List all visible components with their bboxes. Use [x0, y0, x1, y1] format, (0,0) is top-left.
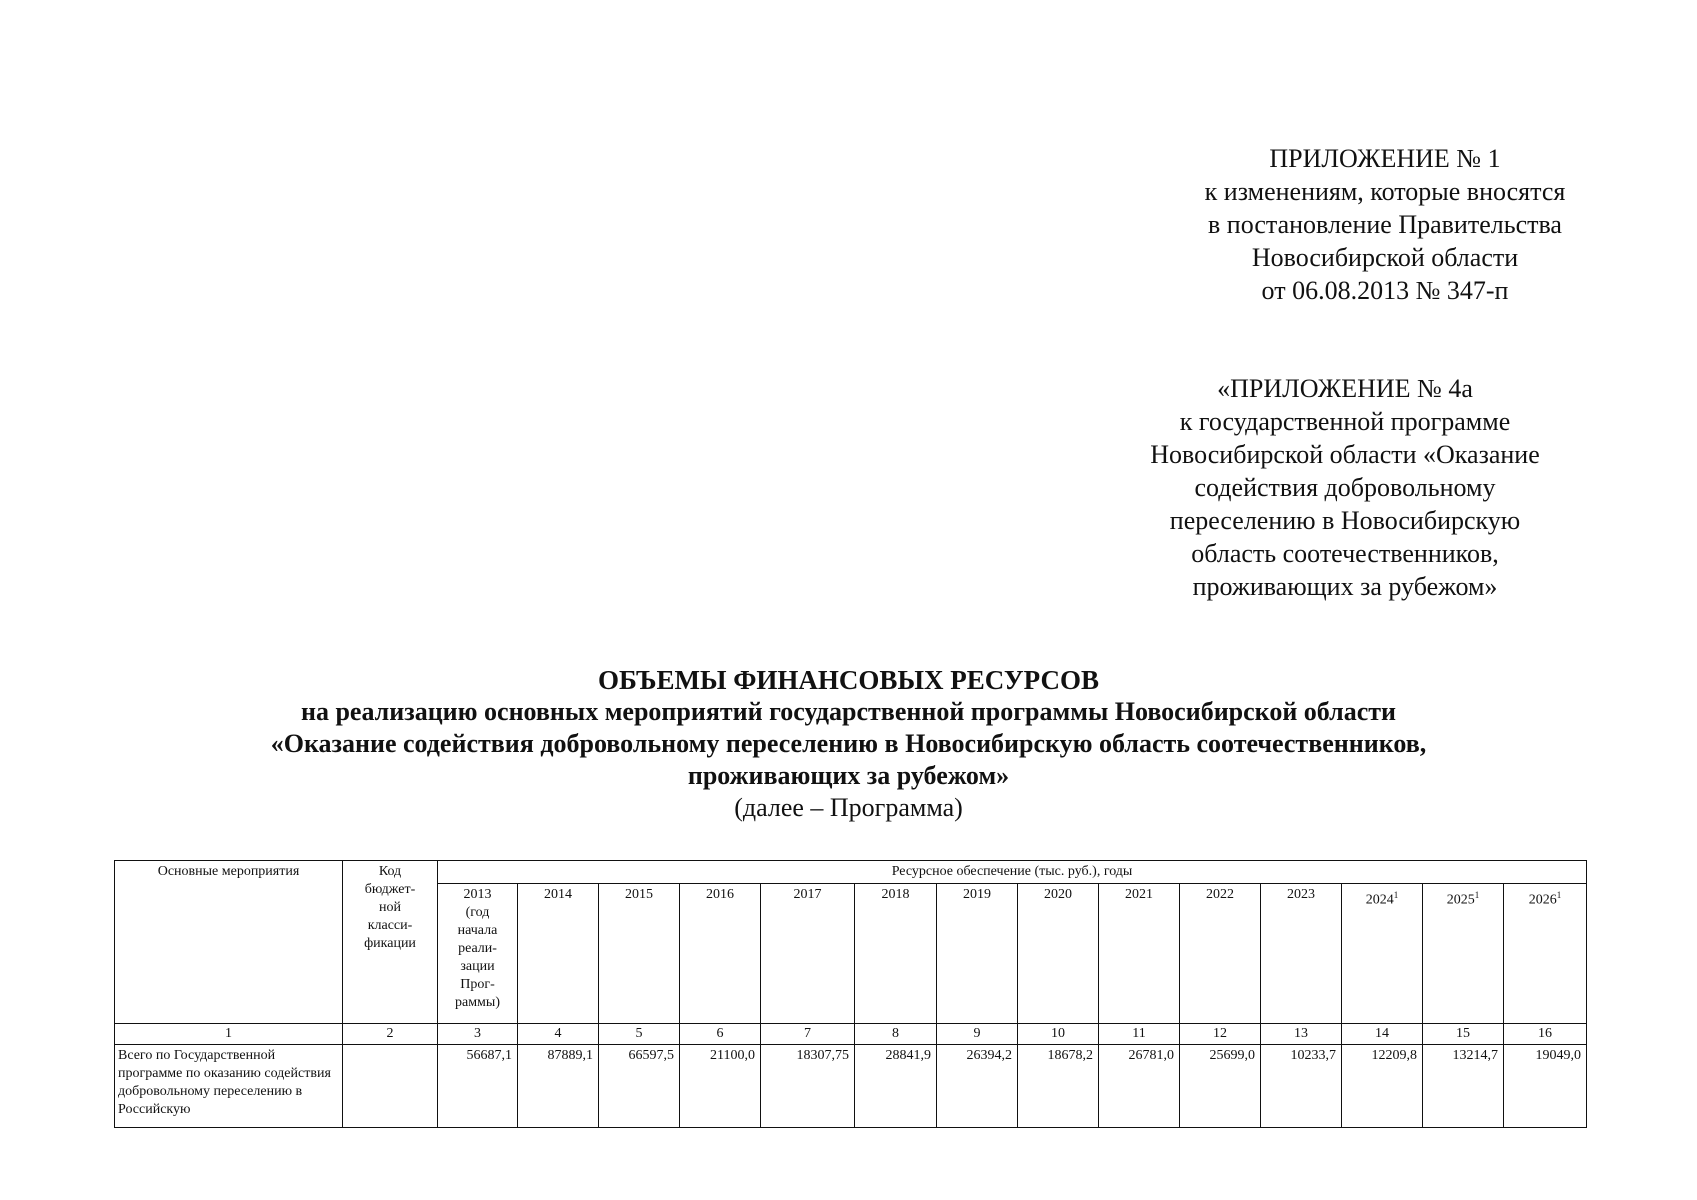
year-header: 2021: [1099, 884, 1180, 1024]
year-header: 2020: [1018, 884, 1099, 1024]
index-cell: 7: [761, 1024, 855, 1045]
year-label: 2025: [1446, 892, 1475, 908]
index-cell: 6: [680, 1024, 761, 1045]
title-line-4: проживающих за рубежом»: [687, 761, 1010, 790]
footnote-mark: 1: [1393, 890, 1399, 900]
title-line-2: на реализацию основных мероприятий государственной программы Новосибирской области: [300, 697, 1397, 726]
annex-4a-line: переселению в Новосибирскую: [1169, 506, 1521, 535]
title-line-5: (далее – Программа): [734, 793, 963, 822]
year-2013-label: 2013 (год начала реали-зации Прог-раммы): [454, 887, 500, 1010]
header-resources: Ресурсное обеспечение (тыс. руб.), годы: [438, 861, 1587, 884]
value-cell: 21100,0: [680, 1045, 761, 1128]
index-cell: 15: [1423, 1024, 1504, 1045]
year-header: 2019: [937, 884, 1018, 1024]
year-header: 2018: [855, 884, 937, 1024]
value-cell: 26394,2: [937, 1045, 1018, 1128]
annex-1-header: [1185, 142, 1585, 307]
index-cell: 3: [438, 1024, 518, 1045]
financial-resources-table: [114, 860, 1587, 1128]
value-cell: 18307,75: [761, 1045, 855, 1128]
index-cell: 16: [1504, 1024, 1587, 1045]
year-header-footnoted: [1342, 884, 1423, 1024]
footnote-mark: 1: [1556, 890, 1562, 900]
value-cell: 87889,1: [518, 1045, 599, 1128]
year-header: 2016: [680, 884, 761, 1024]
value-cell: 10233,7: [1261, 1045, 1342, 1128]
annex-1-line: ПРИЛОЖЕНИЕ № 1: [1269, 144, 1501, 173]
row-total-code: [343, 1045, 438, 1128]
title-line-3: «Оказание содействия добровольному переселению в Новосибирскую область соотечественников,: [270, 729, 1427, 758]
annex-4a-line: содействия добровольному: [1194, 473, 1496, 502]
year-label: 2024: [1365, 892, 1394, 908]
value-cell: 28841,9: [855, 1045, 937, 1128]
table-header-row: [115, 861, 1587, 884]
index-cell: 1: [115, 1024, 343, 1045]
annex-1-line: к изменениям, которые вносятся: [1204, 177, 1566, 206]
header-measures: Основные мероприятия: [115, 861, 343, 1024]
index-cell: 13: [1261, 1024, 1342, 1045]
value-cell: 26781,0: [1099, 1045, 1180, 1128]
value-cell: 12209,8: [1342, 1045, 1423, 1128]
year-header: 2014: [518, 884, 599, 1024]
year-header-2013: [438, 884, 518, 1024]
annex-4a-line: к государственной программе: [1179, 407, 1511, 436]
year-header: 2023: [1261, 884, 1342, 1024]
header-budget-code: [343, 861, 438, 1024]
index-cell: 5: [599, 1024, 680, 1045]
year-label: 2026: [1528, 892, 1557, 908]
index-cell: 11: [1099, 1024, 1180, 1045]
index-cell: 2: [343, 1024, 438, 1045]
index-cell: 9: [937, 1024, 1018, 1045]
value-cell: 56687,1: [438, 1045, 518, 1128]
document-title: [0, 664, 1697, 824]
value-cell: 18678,2: [1018, 1045, 1099, 1128]
year-header-footnoted: [1504, 884, 1587, 1024]
year-header-footnoted: [1423, 884, 1504, 1024]
row-total-label: Всего по Государственной программе по оказанию содействия добровольному переселению в Российскую: [115, 1045, 343, 1128]
table-row-total: [115, 1045, 1587, 1128]
annex-1-line: в постановление Правительства: [1208, 210, 1562, 239]
annex-4a-line: Новосибирской области «Оказание: [1150, 440, 1540, 469]
year-header: 2022: [1180, 884, 1261, 1024]
year-header: 2015: [599, 884, 680, 1024]
table-index-row: [115, 1024, 1587, 1045]
year-header: 2017: [761, 884, 855, 1024]
annex-1-line: от 06.08.2013 № 347-п: [1261, 276, 1509, 305]
index-cell: 12: [1180, 1024, 1261, 1045]
title-main: ОБЪЕМЫ ФИНАНСОВЫХ РЕСУРСОВ: [598, 665, 1099, 695]
index-cell: 8: [855, 1024, 937, 1045]
annex-4a-line: область соотечественников,: [1191, 539, 1499, 568]
footnote-mark: 1: [1474, 890, 1480, 900]
value-cell: 25699,0: [1180, 1045, 1261, 1128]
value-cell: 66597,5: [599, 1045, 680, 1128]
value-cell: 19049,0: [1504, 1045, 1587, 1128]
annex-4a-line: проживающих за рубежом»: [1192, 572, 1498, 601]
value-cell: 13214,7: [1423, 1045, 1504, 1128]
header-budget-code-label: Код бюджет-ной класси-фикации: [364, 864, 416, 951]
index-cell: 4: [518, 1024, 599, 1045]
annex-1-line: Новосибирской области: [1251, 243, 1519, 272]
annex-4a-header: [1120, 372, 1570, 603]
index-cell: 14: [1342, 1024, 1423, 1045]
annex-4a-line: «ПРИЛОЖЕНИЕ № 4а: [1217, 374, 1473, 403]
index-cell: 10: [1018, 1024, 1099, 1045]
